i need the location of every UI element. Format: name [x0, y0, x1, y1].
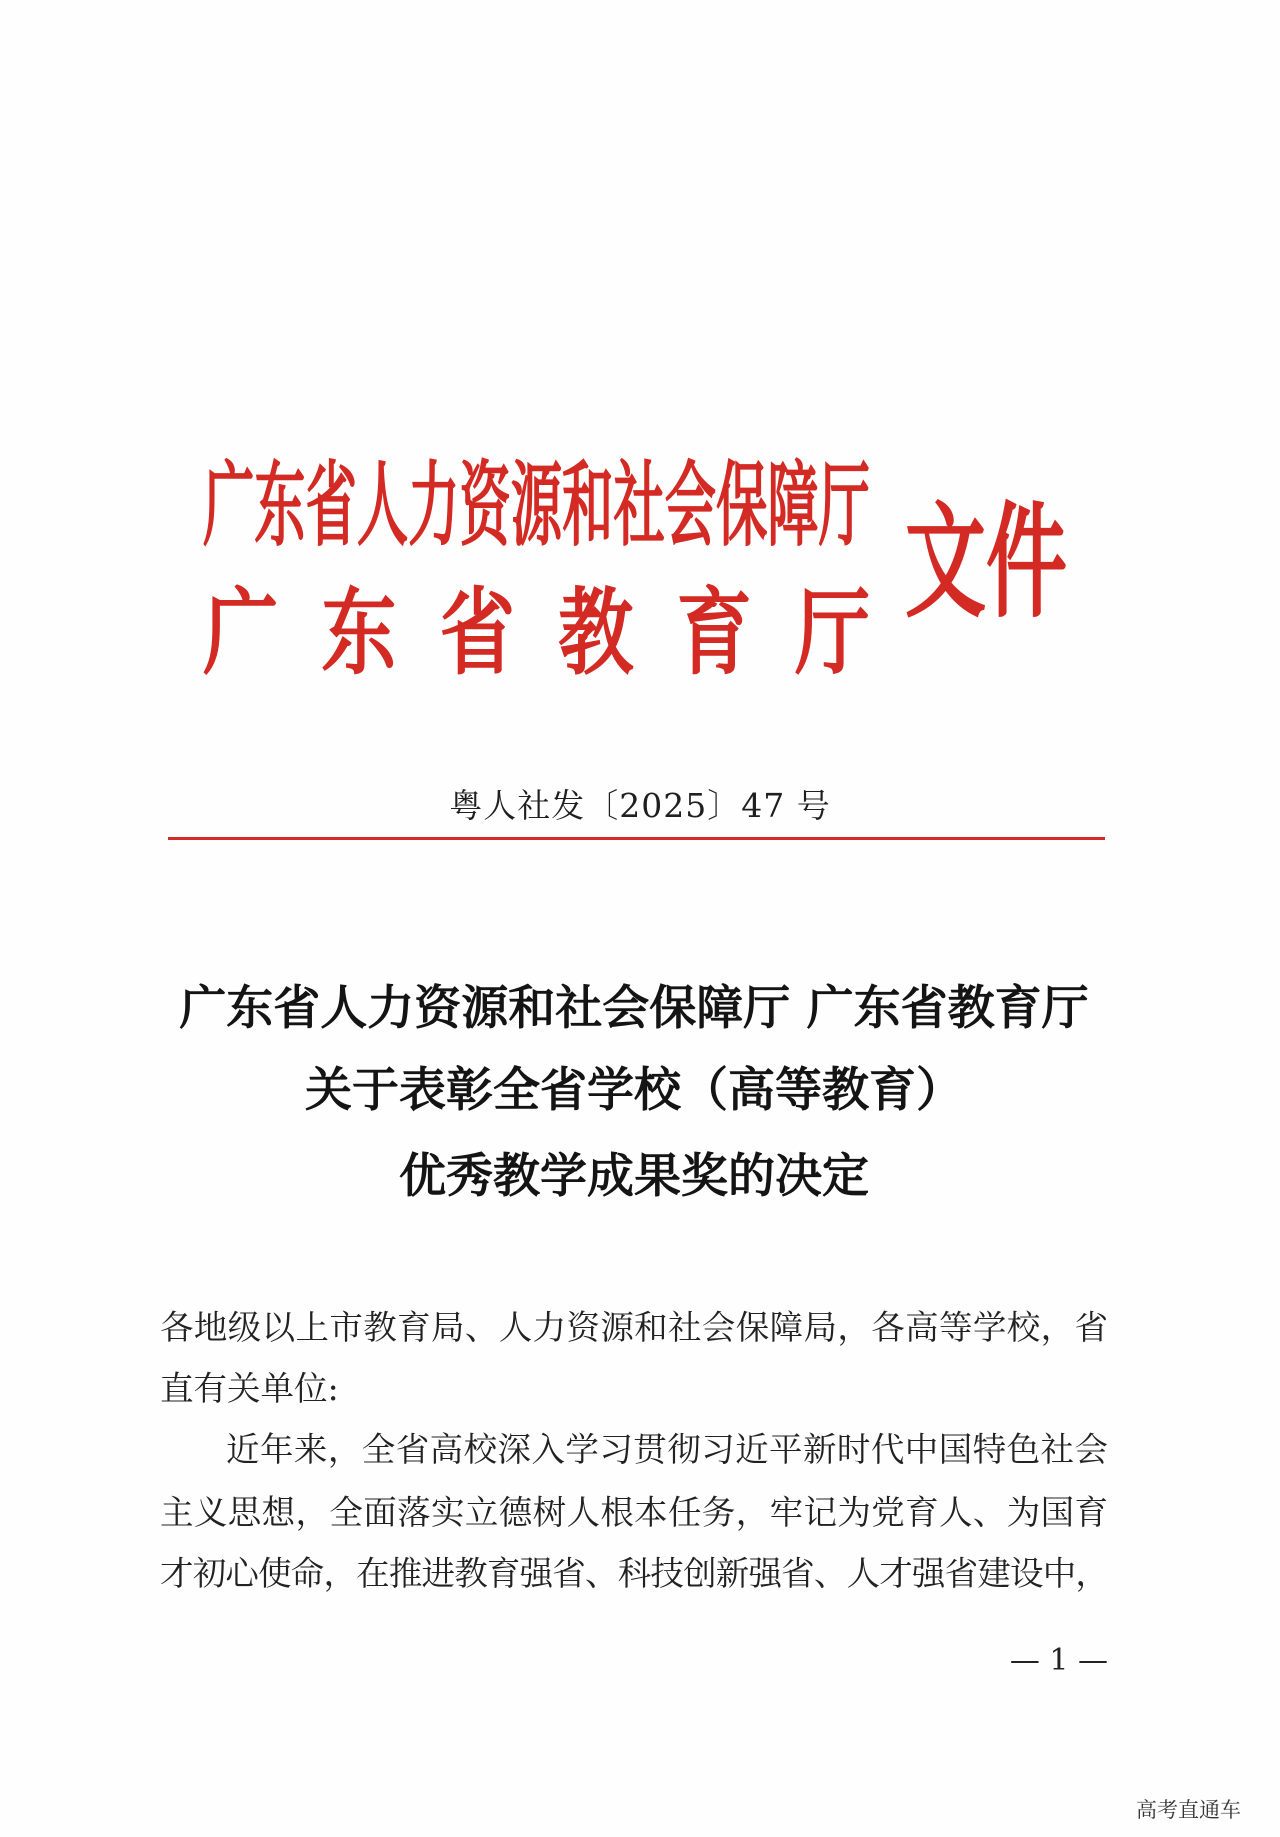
masthead-issuer-line-1 [203, 450, 875, 554]
masthead-wenjian-text: 文件 [905, 490, 1067, 623]
title-line-3: 优秀教学成果奖的决定 [399, 1149, 869, 1204]
title-line-1: 广东省人力资源和社会保障厅 广东省教育厅 [179, 981, 1089, 1036]
red-separator-line [168, 837, 1105, 840]
title-line-2: 关于表彰全省学校（高等教育） [305, 1063, 963, 1118]
salutation-line-2: 直有关单位: [160, 1369, 339, 1408]
document-number: 粤人社发〔2025〕47 号 [449, 786, 831, 825]
masthead-wenjian [900, 488, 1075, 623]
watermark-text: 高考直通车 [1136, 1798, 1241, 1822]
paragraph-line-3: 才初心使命，在推进教育强省、科技创新强省、人才强省建设中， [160, 1554, 1108, 1593]
paragraph-line-2: 主义思想，全面落实立德树人根本任务，牢记为党育人、为国育 [160, 1493, 1108, 1532]
masthead-issuer-line-2 [203, 570, 875, 680]
salutation-line-1: 各地级以上市教育局、人力资源和社会保障局，各高等学校，省 [160, 1308, 1108, 1347]
masthead-education-dept-name: 广东省教育厅 [203, 577, 871, 680]
masthead-hrss-name: 广东省人力资源和社会保障厅 [203, 451, 870, 554]
page-number: — 1 — [1009, 1643, 1108, 1678]
paragraph-line-1: 近年来，全省高校深入学习贯彻习近平新时代中国特色社会 [226, 1430, 1108, 1469]
